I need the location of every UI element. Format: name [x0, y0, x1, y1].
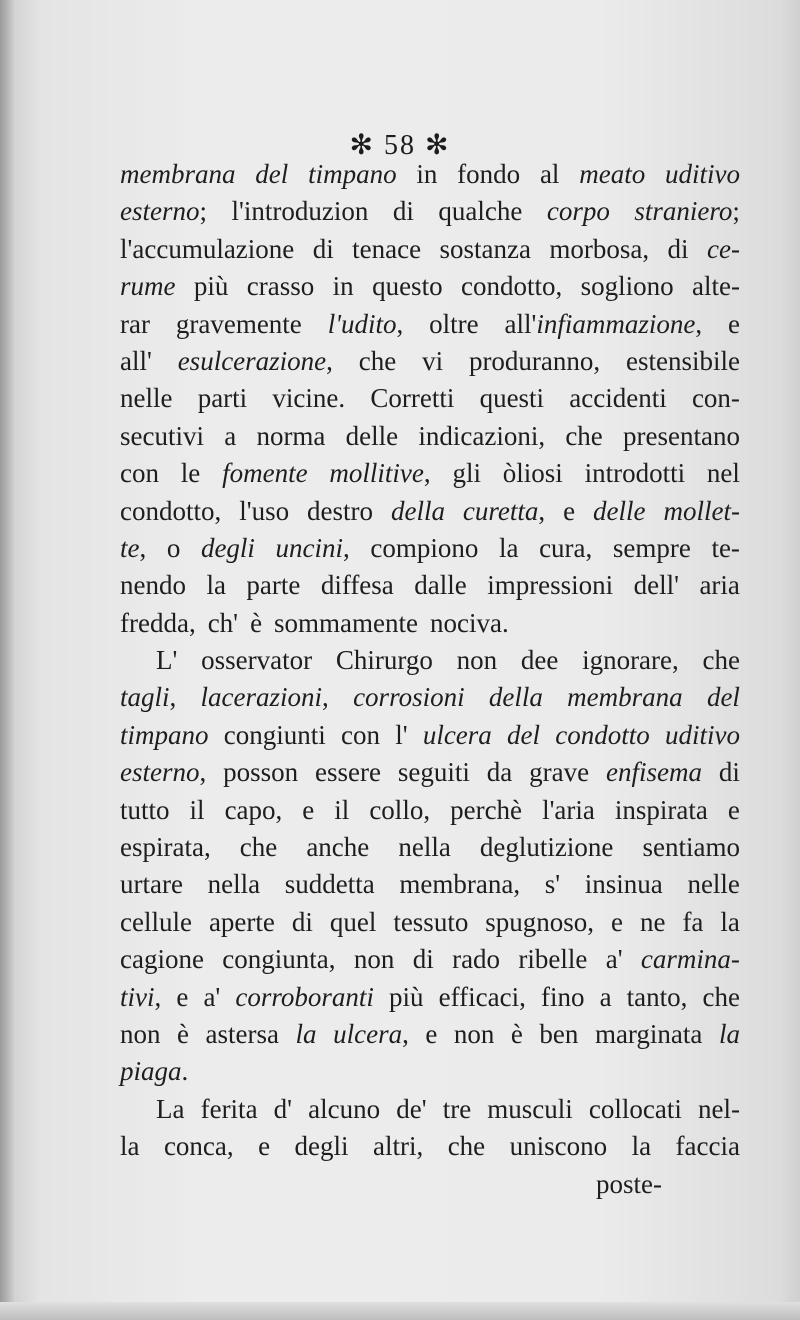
word: parti	[197, 383, 248, 414]
word: tutto	[120, 794, 170, 825]
text-line	[120, 642, 740, 679]
text-line	[120, 493, 740, 530]
word: fondo	[457, 159, 521, 189]
text-line	[120, 717, 740, 754]
word: a'	[203, 981, 221, 1012]
word: aria	[699, 570, 740, 601]
word: con-	[691, 383, 740, 414]
page-bottom-edge	[0, 1302, 800, 1320]
word: presentano	[623, 420, 740, 451]
word: che	[565, 420, 603, 451]
word: l'	[395, 719, 408, 750]
word: d'	[273, 1093, 293, 1124]
word: il	[189, 794, 205, 825]
word: La	[156, 1093, 185, 1124]
word: nel	[706, 458, 740, 489]
word: norma	[256, 420, 326, 451]
word: non	[456, 645, 498, 676]
word: dell'	[633, 570, 679, 601]
word: di	[667, 233, 689, 264]
word: òliosi	[502, 458, 563, 489]
word: sogliono	[580, 271, 674, 302]
word: aperte	[208, 906, 275, 937]
word: ch'	[207, 607, 239, 638]
word: insinua	[584, 869, 663, 900]
word: condotto,	[460, 271, 563, 302]
word: le	[180, 458, 201, 489]
text-line	[120, 193, 740, 230]
word: diffesa	[320, 570, 394, 601]
word: e	[727, 794, 740, 825]
word: piaga.	[120, 1056, 189, 1087]
word: s'	[544, 869, 561, 900]
word: del	[706, 682, 740, 713]
word: deglutizione	[479, 832, 614, 863]
word: esterno,	[120, 757, 207, 788]
word: rume	[120, 271, 176, 302]
word: nella	[207, 869, 261, 900]
word: membrana,	[399, 869, 521, 900]
word: mollitive,	[329, 458, 431, 489]
word: congiunti	[223, 719, 326, 750]
word: ce-	[706, 233, 740, 264]
word: e	[727, 308, 740, 339]
text-line	[120, 268, 740, 305]
word: uditivo	[664, 159, 740, 189]
word: sentiamo	[642, 832, 740, 863]
word: fa	[682, 906, 704, 937]
word: secutivi	[120, 420, 204, 451]
word: te-	[711, 532, 740, 563]
word: vi	[422, 345, 444, 376]
word: fomente	[222, 458, 308, 489]
word: nella	[398, 832, 451, 863]
text-line	[120, 941, 740, 978]
word: corroboranti	[235, 981, 374, 1012]
word: grave	[529, 757, 590, 788]
word: è	[250, 607, 263, 638]
word: ne	[639, 906, 666, 937]
word: osservator	[201, 645, 313, 676]
word: di	[412, 944, 434, 975]
word: fredda,	[120, 607, 196, 638]
word: a	[224, 420, 237, 451]
word: essere	[315, 757, 381, 788]
word: l'accumulazione	[120, 233, 295, 264]
word: la	[631, 1131, 652, 1162]
word: tagli,	[120, 682, 177, 713]
word: tenace	[352, 233, 422, 264]
word: rado	[452, 944, 501, 975]
word: astersa	[205, 1018, 280, 1049]
word: uniscono	[509, 1131, 608, 1162]
word: e	[176, 981, 189, 1012]
word: la	[720, 906, 740, 937]
word: seguiti	[397, 757, 470, 788]
word: di	[392, 196, 414, 227]
text-line	[120, 1166, 740, 1203]
word: cellule	[120, 906, 192, 937]
word: te,	[120, 532, 147, 563]
word: qualche	[438, 196, 523, 227]
word: straniero;	[634, 196, 740, 227]
word: con	[120, 458, 159, 489]
word: l'aria	[542, 794, 595, 825]
word: è	[510, 1018, 523, 1049]
word: musculi	[487, 1093, 573, 1124]
text-line	[120, 156, 740, 193]
text-line	[120, 567, 740, 604]
text-line	[120, 306, 740, 343]
word: faccia	[675, 1131, 740, 1162]
word: della	[390, 495, 445, 526]
word: uditivo	[665, 719, 740, 750]
word: crasso	[246, 271, 315, 302]
word: la	[295, 1018, 317, 1049]
word: l'introduzion	[231, 196, 369, 227]
word: del	[507, 719, 541, 750]
word: carmina-	[640, 944, 740, 975]
word: nel-	[697, 1093, 740, 1124]
word: parte	[246, 570, 301, 601]
text-line	[120, 1053, 740, 1090]
word: è	[177, 1018, 190, 1049]
word: impressioni	[487, 570, 614, 601]
word: esterno;	[120, 196, 207, 227]
word: all'	[120, 345, 152, 376]
word: membrana	[120, 159, 236, 189]
word: all'infiammazione,	[504, 308, 703, 339]
word: espirata,	[120, 832, 211, 863]
word: la	[120, 1131, 140, 1162]
word: corpo	[546, 196, 610, 227]
word: mollet-	[663, 495, 740, 526]
word: altri,	[373, 1131, 424, 1162]
word: timpano	[308, 159, 397, 189]
word: alcuno	[308, 1093, 381, 1124]
word: non	[453, 1018, 495, 1049]
word: l'udito,	[327, 308, 404, 339]
text-line	[120, 866, 740, 903]
word: inspirata	[614, 794, 708, 825]
word: ulcera,	[333, 1018, 409, 1049]
word: da	[486, 757, 513, 788]
word: di	[718, 757, 740, 788]
word: urtare	[120, 869, 183, 900]
word: ribelle	[518, 944, 588, 975]
text-line	[120, 605, 740, 642]
word: rar	[120, 308, 150, 339]
word: o	[166, 532, 181, 563]
word: de'	[396, 1093, 427, 1124]
word: poste-	[596, 1168, 662, 1199]
word: destro	[307, 495, 374, 526]
word: accidenti	[569, 383, 667, 414]
word: sempre	[612, 532, 691, 563]
word: L'	[156, 645, 178, 676]
text-line	[120, 1128, 740, 1165]
word: e	[563, 495, 576, 526]
word: membrana	[567, 682, 683, 713]
word: oltre	[429, 308, 479, 339]
word: tanto,	[626, 981, 688, 1012]
text-line	[120, 829, 740, 866]
word: in	[416, 159, 438, 189]
word: marginata	[594, 1018, 703, 1049]
word: condotto	[555, 719, 650, 750]
page-edge-shadow	[0, 0, 14, 1320]
word: collocati	[588, 1093, 682, 1124]
word: nendo	[120, 570, 186, 601]
word: meato	[579, 159, 646, 189]
body-text	[120, 156, 740, 1203]
text-line	[120, 904, 740, 941]
word: cura,	[539, 532, 593, 563]
word: della	[488, 682, 543, 713]
word: suddetta	[284, 869, 375, 900]
word: tessuto	[393, 906, 469, 937]
word: ben	[539, 1018, 579, 1049]
word: tre	[442, 1093, 472, 1124]
word: di	[291, 906, 313, 937]
word: ulcera	[422, 719, 492, 750]
text-line	[120, 754, 740, 791]
word: ferita	[200, 1093, 258, 1124]
text-line	[120, 792, 740, 829]
word: la	[718, 1018, 740, 1049]
word: dalle	[414, 570, 467, 601]
word: non	[353, 944, 395, 975]
word: enfisema	[606, 757, 702, 788]
word: del	[255, 159, 289, 189]
text-line	[120, 1016, 740, 1053]
word: questi	[479, 383, 545, 414]
word: Chirurgo	[335, 645, 433, 676]
word: a'	[605, 944, 623, 975]
text-line	[120, 679, 740, 716]
word: curetta,	[462, 495, 546, 526]
word: conca,	[163, 1131, 234, 1162]
word: uncini,	[275, 532, 350, 563]
text-line	[120, 530, 740, 567]
word: gli	[452, 458, 481, 489]
word: compiono	[370, 532, 479, 563]
word: il	[334, 794, 350, 825]
word: estensibile	[626, 345, 740, 376]
text-line	[120, 231, 740, 268]
word: produranno,	[468, 345, 601, 376]
text-line	[120, 979, 740, 1016]
word: sommamente	[274, 607, 419, 638]
word: che	[239, 832, 278, 863]
word: collo,	[369, 794, 431, 825]
word: perchè	[450, 794, 523, 825]
word: l'uso	[239, 495, 290, 526]
word: condotto,	[120, 495, 222, 526]
word: questo	[372, 271, 443, 302]
word: spugnoso,	[485, 906, 595, 937]
word: e	[302, 794, 315, 825]
word: anche	[306, 832, 370, 863]
word: la	[206, 570, 226, 601]
text-line	[120, 418, 740, 455]
text-line	[120, 343, 740, 380]
word: fino	[540, 981, 585, 1012]
word: nociva.	[430, 607, 509, 638]
word: che	[447, 1131, 486, 1162]
word: esulcerazione,	[177, 345, 333, 376]
word: ignorare,	[582, 645, 679, 676]
word: degli	[200, 532, 255, 563]
word: efficaci,	[438, 981, 526, 1012]
word: che	[702, 981, 740, 1012]
word: e	[611, 906, 624, 937]
word: la	[498, 532, 519, 563]
text-line	[120, 455, 740, 492]
page-number-header: ✻ 58 ✻	[349, 130, 451, 161]
word: congiunta,	[222, 944, 336, 975]
word: dee	[520, 645, 559, 676]
text-line	[120, 1091, 740, 1128]
word: corrosioni	[353, 682, 465, 713]
word: lacerazioni,	[200, 682, 329, 713]
word: degli	[294, 1131, 349, 1162]
word: di	[312, 233, 334, 264]
word: e	[425, 1018, 438, 1049]
word: posson	[223, 757, 299, 788]
word: vicine.	[272, 383, 346, 414]
word: che	[702, 645, 740, 676]
word: più	[389, 981, 424, 1012]
word: in	[332, 271, 354, 302]
word: introdotti	[584, 458, 686, 489]
word: non	[120, 1018, 161, 1049]
text-line	[120, 380, 740, 417]
word: timpano	[120, 719, 209, 750]
word: gravemente	[175, 308, 302, 339]
word: capo,	[224, 794, 283, 825]
word: Corretti	[370, 383, 455, 414]
word: sostanza	[439, 233, 531, 264]
word: delle	[345, 420, 399, 451]
word: più	[193, 271, 229, 302]
word: nelle	[120, 383, 173, 414]
word: al	[539, 159, 560, 189]
word: quel	[329, 906, 377, 937]
word: tivi,	[120, 981, 162, 1012]
word: indicazioni,	[418, 420, 546, 451]
word: alte-	[692, 271, 740, 302]
word: morbosa,	[549, 233, 650, 264]
word: che	[358, 345, 397, 376]
word: a	[599, 981, 612, 1012]
word: con	[340, 719, 380, 750]
word: e	[258, 1131, 271, 1162]
word: nelle	[687, 869, 740, 900]
word: delle	[593, 495, 646, 526]
word: cagione	[120, 944, 204, 975]
